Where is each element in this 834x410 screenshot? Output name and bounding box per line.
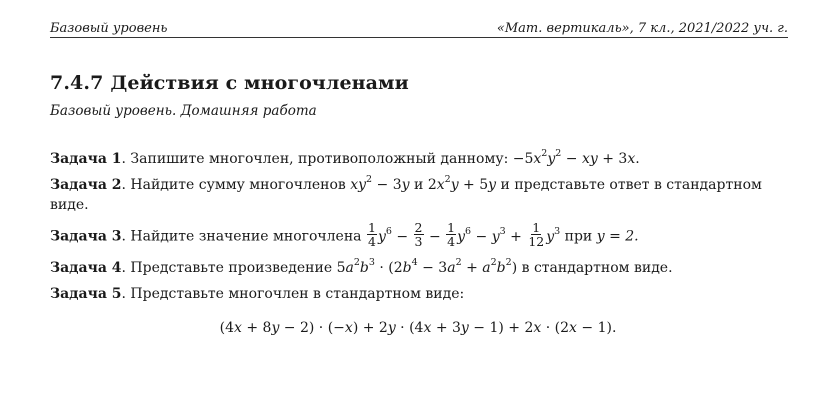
task-label: Задача 2 xyxy=(50,177,122,193)
task-text: Запишите многочлен, противоположный данному: xyxy=(130,151,509,167)
section-number: 7.4.7 xyxy=(50,72,104,94)
section-subtitle: Базовый уровень. Домашняя работа xyxy=(50,103,317,119)
header-rule xyxy=(50,37,788,38)
task-4-formula: $5a^2b^3 \cdot (2b^4 - 3a^2 + a^2b^2)$ xyxy=(336,257,518,276)
task-3: Задача 3. Найдите значение многочлена $\frac{1}{4}$ $y^6$ − $\frac{2}{3}$ − $\frac{1}{4}$ $y^6 - y^3$ + $\frac{1}{12}$ $y^3$ при y = 2. xyxy=(50,220,639,249)
task-text: Представьте многочлен в стандартном виде: xyxy=(130,286,465,302)
task-3-formula: $\frac{1}{4}$ $y^6$ − $\frac{2}{3}$ − $\frac{1}{4}$ $y^6 - y^3$ + $\frac{1}{12}$ $y^3$ xyxy=(367,220,561,249)
task-5-formula: (4x + 8y − 2) · (−x) + 2y · (4x + 3y − 1) + 2x · (2x − 1). xyxy=(219,320,617,336)
header-level: Базовый уровень xyxy=(50,21,168,36)
task-4: Задача 4. Представьте произведение $5a^2b^3 \cdot (2b^4 - 3a^2 + a^2b^2)$ в стандартном виде. xyxy=(50,257,673,276)
task-2-formula-a: $xy^2 - 3y$ xyxy=(350,174,410,193)
task-text-after: и представьте ответ в стандартном виде. xyxy=(50,177,762,213)
running-header xyxy=(50,16,788,36)
section-title xyxy=(50,72,409,94)
task-1: Задача 1. Запишите многочлен, противоположный данному: $-5x^2y^2$ − xy + 3x. xyxy=(50,148,640,167)
task-2: Задача 2. Найдите сумму многочленов $xy^2 - 3y$ и $2x^2y + 5y$ и представьте ответ в стандартном виде. xyxy=(50,174,762,213)
task-text-after: в стандартном виде. xyxy=(521,260,673,276)
task-3-condition: y = 2. xyxy=(596,228,639,245)
task-label: Задача 4 xyxy=(50,260,122,276)
task-text: Найдите значение многочлена xyxy=(130,228,362,245)
task-label: Задача 1 xyxy=(50,151,122,167)
section-name: Действия с многочленами xyxy=(110,72,409,94)
task-text-at: при xyxy=(564,228,593,245)
task-text: Найдите сумму многочленов xyxy=(130,177,346,193)
task-label: Задача 5 xyxy=(50,286,122,302)
header-course: «Мат. вертикаль», 7 кл., 2021/2022 уч. г. xyxy=(496,21,788,36)
task-text: Представьте произведение xyxy=(130,260,333,276)
task-label: Задача 3 xyxy=(50,228,122,245)
task-5: Задача 5. Представьте многочлен в стандартном виде: xyxy=(50,286,465,302)
task-1-formula: $-5x^2y^2$ − xy + 3x. xyxy=(512,148,640,167)
task-text-and: и xyxy=(414,177,424,193)
task-2-formula-b: $2x^2y + 5y$ xyxy=(427,174,497,193)
